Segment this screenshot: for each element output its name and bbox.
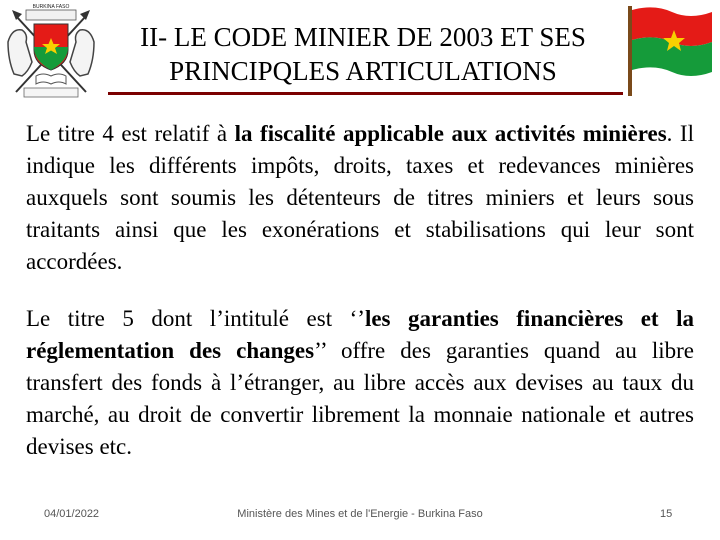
p1-bold-phrase: la fiscalité applicable aux activités minières [234,121,667,146]
paragraph-titre-5 [26,303,694,463]
footer-organization: Ministère des Mines et de l'Energie - Burkina Faso [237,508,483,520]
title-underline [108,92,623,95]
emblem-text: BURKINA FASO [32,4,70,10]
paragraph-titre-4 [26,118,694,278]
footer-date: 04/01/2022 [44,508,100,520]
slide-title [96,20,630,88]
burkina-faso-flag-icon [622,2,718,98]
title-line-2: PRINCIPQLES ARTICULATIONS [169,56,557,86]
p1-text-start: Le titre 4 est relatif à [26,121,235,146]
p2-text-start: Le titre 5 dont l’intitulé est ‘’ [26,306,365,331]
p1-text-end: . Il indique les différents impôts, droits, taxes et redevances minières auxquels sont soumis les détenteurs de titres miniers et leurs sous traitants ainsi que les exonérations et stabilisations qui leur sont accordées. [26,121,694,274]
p2-bold-phrase: les garanties financières et la réglementation des changes [26,306,694,363]
coat-of-arms-icon [2,2,100,104]
p2-text-end: ’’ offre des garanties quand au libre transfert des fonds à l’étranger, au libre accès aux devises au taux du marché, au droit de convertir librement la monnaie nationale et autres devises etc. [26,338,694,459]
title-line-1: II- LE CODE MINIER DE 2003 ET SES [140,22,586,52]
footer-page-number: 15 [660,508,673,520]
